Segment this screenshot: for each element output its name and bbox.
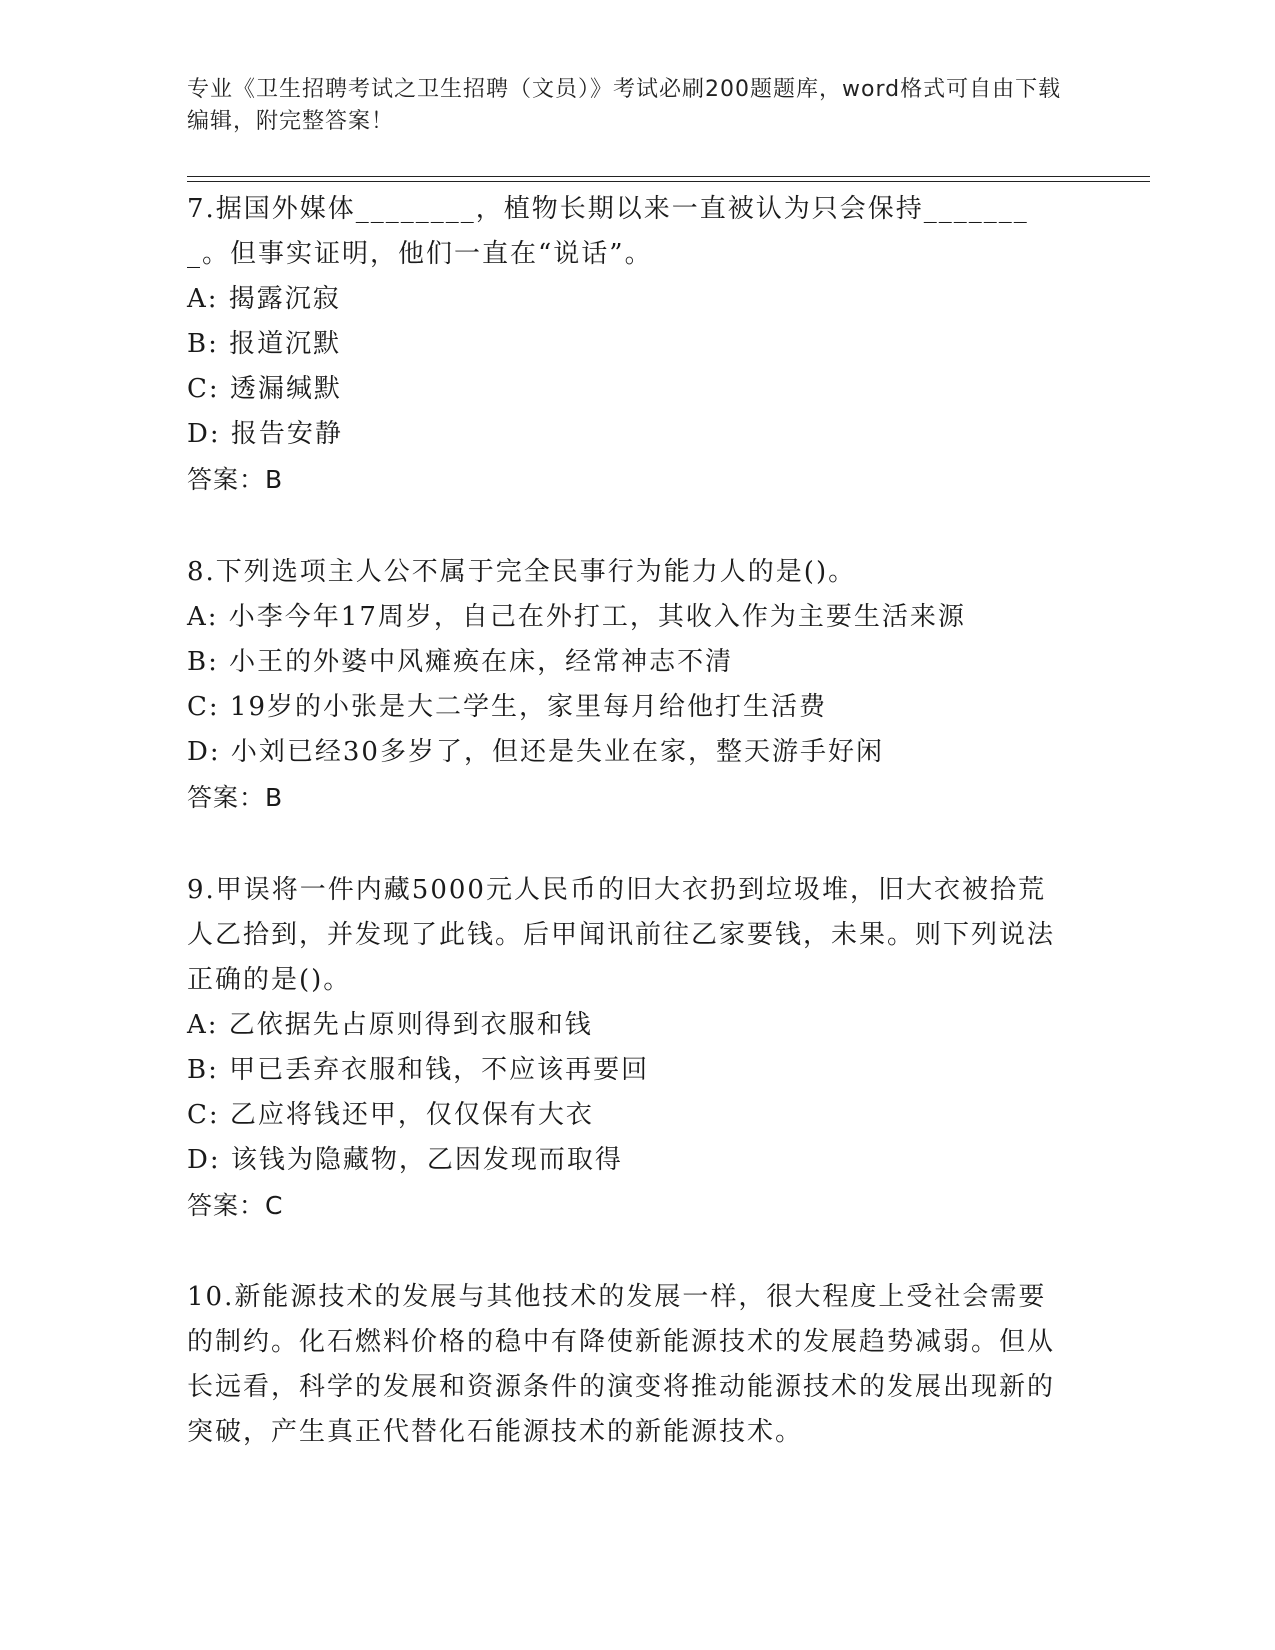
answer-line: 答案：C bbox=[187, 1191, 284, 1220]
header-divider-bottom bbox=[187, 181, 1150, 182]
option-c: C: 乙应将钱还甲，仅仅保有大衣 bbox=[187, 1100, 594, 1130]
option-a: A: 小李今年17周岁，自己在外打工，其收入作为主要生活来源 bbox=[187, 602, 966, 632]
option-c: C: 透漏缄默 bbox=[187, 374, 342, 404]
question-stem: 9.甲误将一件内藏5000元人民币的旧大衣扔到垃圾堆，旧大衣被拾荒人乙拾到，并发现了此钱。后甲闻讯前往乙家要钱，未果。则下列说法正确的是()。 bbox=[187, 875, 1056, 995]
option-b: B: 甲已丢弃衣服和钱，不应该再要回 bbox=[187, 1055, 650, 1085]
document-header: 专业《卫生招聘考试之卫生招聘（文员）》考试必刷200题题库，word格式可自由下载编辑，附完整答案！ bbox=[187, 77, 1062, 134]
header-divider-top bbox=[187, 176, 1150, 177]
question-stem: 7.据国外媒体________，植物长期以来一直被认为只会保持________。但事实证明，他们一直在“说话”。 bbox=[187, 194, 1029, 269]
question-7 bbox=[187, 187, 1067, 502]
question-stem: 8.下列选项主人公不属于完全民事行为能力人的是()。 bbox=[187, 557, 857, 587]
option-a: A: 乙依据先占原则得到衣服和钱 bbox=[187, 1010, 593, 1040]
option-d: D: 报告安静 bbox=[187, 419, 343, 449]
question-10 bbox=[187, 1275, 1067, 1455]
question-8 bbox=[187, 550, 1067, 820]
answer-line: 答案：B bbox=[187, 783, 284, 812]
option-b: B: 小王的外婆中风瘫痪在床，经常神志不清 bbox=[187, 647, 734, 677]
option-d: D: 小刘已经30多岁了，但还是失业在家，整天游手好闲 bbox=[187, 737, 884, 767]
option-a: A: 揭露沉寂 bbox=[187, 284, 341, 314]
option-d: D: 该钱为隐藏物，乙因发现而取得 bbox=[187, 1145, 623, 1175]
option-c: C: 19岁的小张是大二学生，家里每月给他打生活费 bbox=[187, 692, 828, 722]
question-9 bbox=[187, 868, 1067, 1228]
answer-line: 答案：B bbox=[187, 465, 284, 494]
option-b: B: 报道沉默 bbox=[187, 329, 342, 359]
question-stem: 10.新能源技术的发展与其他技术的发展一样，很大程度上受社会需要的制约。化石燃料价格的稳中有降使新能源技术的发展趋势减弱。但从长远看，科学的发展和资源条件的演变将推动能源技术的发展出现新的突破，产生真正代替化石能源技术的新能源技术。 bbox=[187, 1282, 1056, 1447]
